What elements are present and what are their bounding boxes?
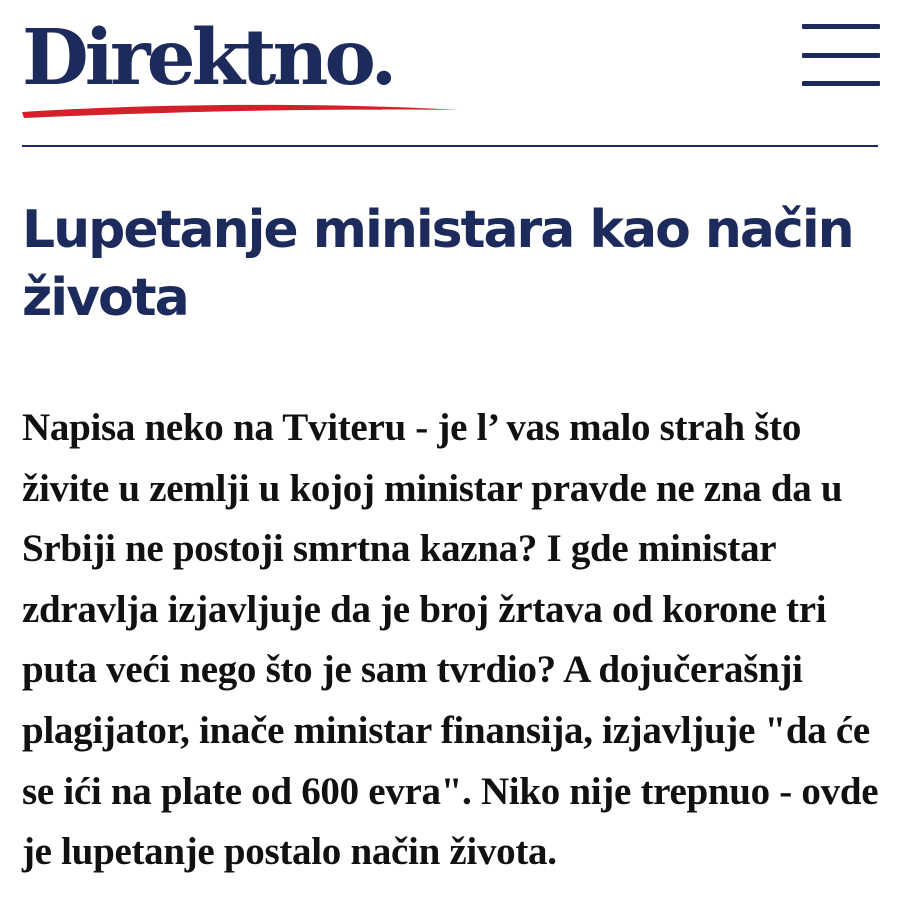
article-headline: Lupetanje ministara kao način života <box>22 200 853 328</box>
site-header <box>0 0 900 148</box>
article-body: Napisa neko na Tviteru - je l’ vas malo strah što živite u zemlji u kojoj ministar pravde ne zna da u Srbiji ne postoji smrtna kazna? I gde ministar zdravlja izjavljuje da je broj žrtava od korone tri puta veći nego što je sam tvrdio? A dojučerašnji plagijator, inače ministar finansija, izjavljuje "da će se ići na plate od 600 evra". Niko nije trepnuo - ovde je lupetanje postalo način života. <box>22 406 879 874</box>
menu-bar-top <box>802 24 880 29</box>
header-divider <box>22 145 878 147</box>
site-logo[interactable]: Direktno. <box>22 13 394 103</box>
logo-underline-swoosh <box>20 98 460 122</box>
menu-bar-middle <box>802 53 880 58</box>
menu-bar-bottom <box>802 81 880 86</box>
hamburger-menu-icon[interactable] <box>802 24 880 88</box>
